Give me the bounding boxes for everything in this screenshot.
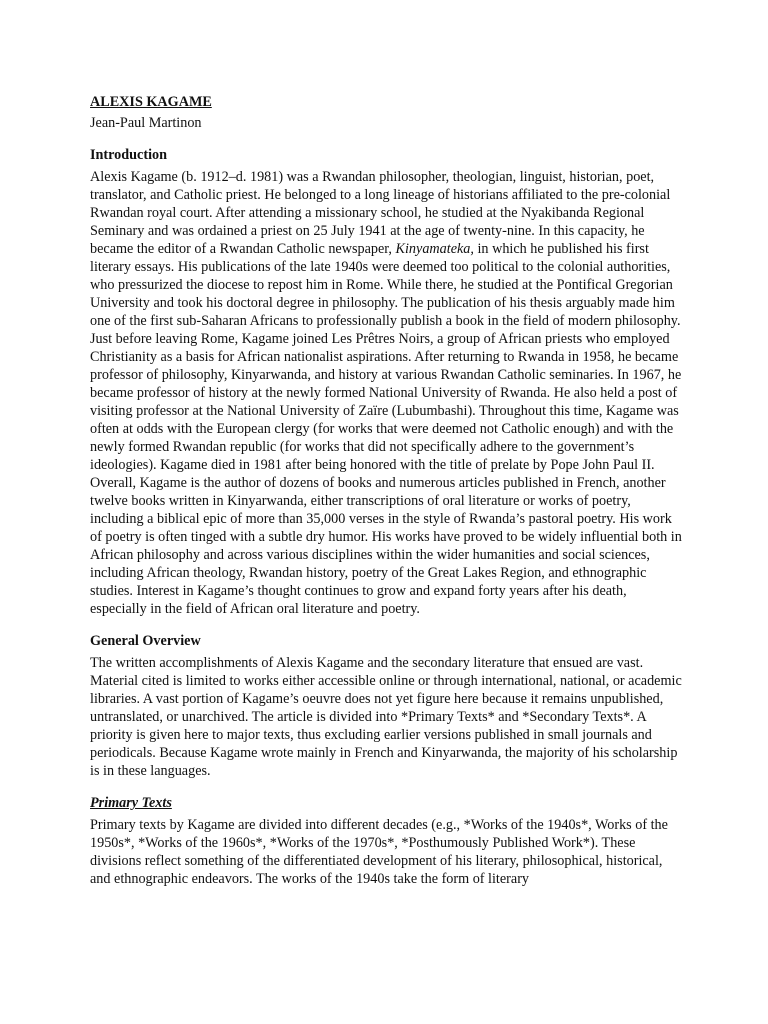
newspaper-title: Kinyamateka, [395, 241, 474, 257]
introduction-text-part-2: in which he published his first literary essays. His publications of the late 1940s were deemed too political to the colonial authorities, who pressurized the diocese to repost him in Rome. While there, he studied at the Pontifical Gregorian University and took his doctoral degree in philosophy. The publication of his thesis arguably made him one of the first sub-Saharan Africans to professionally publish a book in the field of modern philosophy. Just before leaving Rome, Kagame joined Les Prêtres Noirs, a group of African priests who employed Christianity as a basis for African nationalist aspirations. After returning to Rwanda in 1958, he became professor of philosophy, Kinyarwanda, and history at various Rwandan Catholic seminaries. In 1967, he became professor of history at the newly formed National University of Rwanda. He also held a post of visiting professor at the National University of Zaïre (Lubumbashi). Throughout this time, Kagame was often at odds with the European clergy (for works that were deemed not Catholic enough) and with the newly formed Rwandan republic (for works that did not specifically adhere to the government’s ideologies). Kagame died in 1981 after being honored with the title of prelate by Pope John Paul II. Overall, Kagame is the author of dozens of books and numerous articles published in French, another twelve books written in Kinyarwanda, either transcriptions of oral literature or works of poetry, including a biblical epic of more than 35,000 verses in the style of Rwanda’s pastoral poetry. His work of poetry is often tinged with a subtle dry humor. His works have proved to be widely influential both in African philosophy and across various disciplines within the wider humanities and social sciences, including African theology, Rwandan history, poetry of the Great Lakes Region, and ethnographic studies. Interest in Kagame’s thought continues to grow and expand forty years after his death, especially in the field of African oral literature and poetry. [90, 241, 682, 617]
general-overview-heading: General Overview [90, 633, 201, 649]
introduction-heading: Introduction [90, 147, 167, 163]
document-title: ALEXIS KAGAME [90, 94, 212, 110]
primary-texts-heading: Primary Texts [90, 795, 172, 811]
introduction-text-part-1: Alexis Kagame (b. 1912–d. 1981) was a Rwandan philosopher, theologian, linguist, historian, poet, translator, and Catholic priest. He belonged to a long lineage of historians affiliated to the pre-colonial Rwandan royal court. After attending a missionary school, he studied at the Nyakibanda Regional Seminary and was ordained a priest on 25 July 1941 at the age of twenty-nine. In this capacity, he became the editor of a Rwandan Catholic newspaper, [90, 169, 671, 257]
document-author: Jean-Paul Martinon [90, 115, 202, 131]
introduction-paragraph [90, 168, 686, 618]
general-overview-paragraph: The written accomplishments of Alexis Kagame and the secondary literature that ensued are vast. Material cited is limited to works either accessible online or through international, national, or academic libraries. A vast portion of Kagame’s oeuvre does not yet figure here because it remains unpublished, untranslated, or unarchived. The article is divided into *Primary Texts* and *Secondary Texts*. A priority is given here to major texts, thus excluding earlier versions published in small journals and periodicals. Because Kagame wrote mainly in French and Kinyarwanda, the majority of his scholarship is in these languages. [90, 655, 682, 779]
document-body [90, 92, 686, 888]
primary-texts-paragraph: Primary texts by Kagame are divided into different decades (e.g., *Works of the 1940s*, Works of the 1950s*, *Works of the 1960s*, *Works of the 1970s*, *Posthumously Published Work*). These divisions reflect something of the differentiated development of his literary, philosophical, historical, and ethnographic endeavors. The works of the 1940s take the form of literary [90, 817, 668, 887]
